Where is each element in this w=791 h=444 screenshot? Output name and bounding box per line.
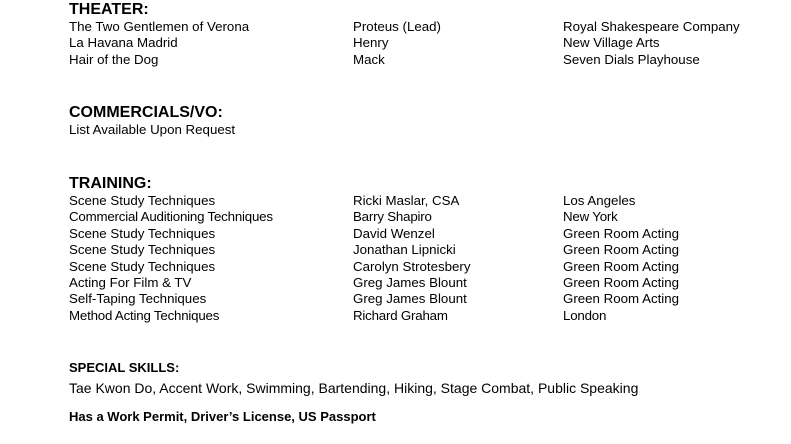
training-row	[69, 308, 784, 324]
training-section	[69, 175, 784, 324]
theater-row	[69, 19, 784, 35]
instructor-name: Greg James Blount	[353, 274, 467, 290]
course-name: Commercial Auditioning Techniques	[69, 209, 273, 225]
course-name: Scene Study Techniques	[69, 225, 216, 241]
training-location: Green Room Acting	[563, 242, 680, 258]
training-location: Green Room Acting	[563, 258, 680, 274]
training-location: Green Room Acting	[563, 274, 680, 290]
course-name: Scene Study Techniques	[69, 258, 216, 274]
course-name: Self-Taping Techniques	[69, 291, 207, 307]
theater-list	[69, 19, 784, 68]
theater-heading: THEATER:	[69, 1, 149, 18]
documents-section	[69, 409, 784, 425]
theater-row	[69, 52, 784, 68]
training-heading: TRAINING:	[69, 175, 152, 192]
instructor-name: Jonathan Lipnicki	[353, 242, 456, 258]
training-row	[69, 226, 784, 242]
venue-name: New Village Arts	[563, 35, 660, 51]
production-name: Hair of the Dog	[69, 51, 159, 67]
instructor-name: Barry Shapiro	[353, 209, 432, 225]
commercials-text: List Available Upon Request	[69, 122, 236, 137]
resume-page	[69, 0, 784, 444]
venue-name: Royal Shakespeare Company	[563, 19, 740, 34]
training-location: Los Angeles	[563, 193, 636, 208]
course-name: Scene Study Techniques	[69, 193, 216, 208]
training-row	[69, 209, 784, 225]
documents-note: Has a Work Permit, Driver’s License, US Passport	[69, 409, 376, 424]
role-name: Mack	[353, 51, 385, 67]
production-name: La Havana Madrid	[69, 35, 178, 51]
commercials-heading: COMMERCIALS/VO:	[69, 104, 223, 121]
course-name: Method Acting Techniques	[69, 307, 220, 323]
training-row	[69, 275, 784, 291]
training-location: Green Room Acting	[563, 225, 680, 241]
commercials-section	[69, 104, 784, 138]
course-name: Scene Study Techniques	[69, 242, 216, 258]
instructor-name: Richard Graham	[353, 307, 448, 323]
course-name: Acting For Film & TV	[69, 274, 192, 290]
training-row	[69, 193, 784, 209]
theater-section	[69, 1, 784, 68]
role-name: Proteus (Lead)	[353, 19, 441, 34]
special-skills-heading: SPECIAL SKILLS:	[69, 360, 180, 375]
instructor-name: Carolyn Strotesbery	[353, 258, 471, 274]
training-location: New York	[563, 209, 618, 225]
instructor-name: Ricki Maslar, CSA	[353, 193, 460, 208]
role-name: Henry	[353, 35, 389, 51]
special-skills-text: Tae Kwon Do, Accent Work, Swimming, Bartending, Hiking, Stage Combat, Public Speaking	[69, 380, 639, 396]
training-list	[69, 193, 784, 324]
special-skills-section	[69, 360, 784, 397]
training-location: Green Room Acting	[563, 291, 680, 307]
training-row	[69, 291, 784, 307]
production-name: The Two Gentlemen of Verona	[69, 19, 250, 34]
instructor-name: Greg James Blount	[353, 291, 467, 307]
venue-name: Seven Dials Playhouse	[563, 51, 700, 67]
training-row	[69, 242, 784, 258]
training-location: London	[563, 307, 607, 323]
instructor-name: David Wenzel	[353, 225, 435, 241]
training-row	[69, 259, 784, 275]
theater-row	[69, 35, 784, 51]
